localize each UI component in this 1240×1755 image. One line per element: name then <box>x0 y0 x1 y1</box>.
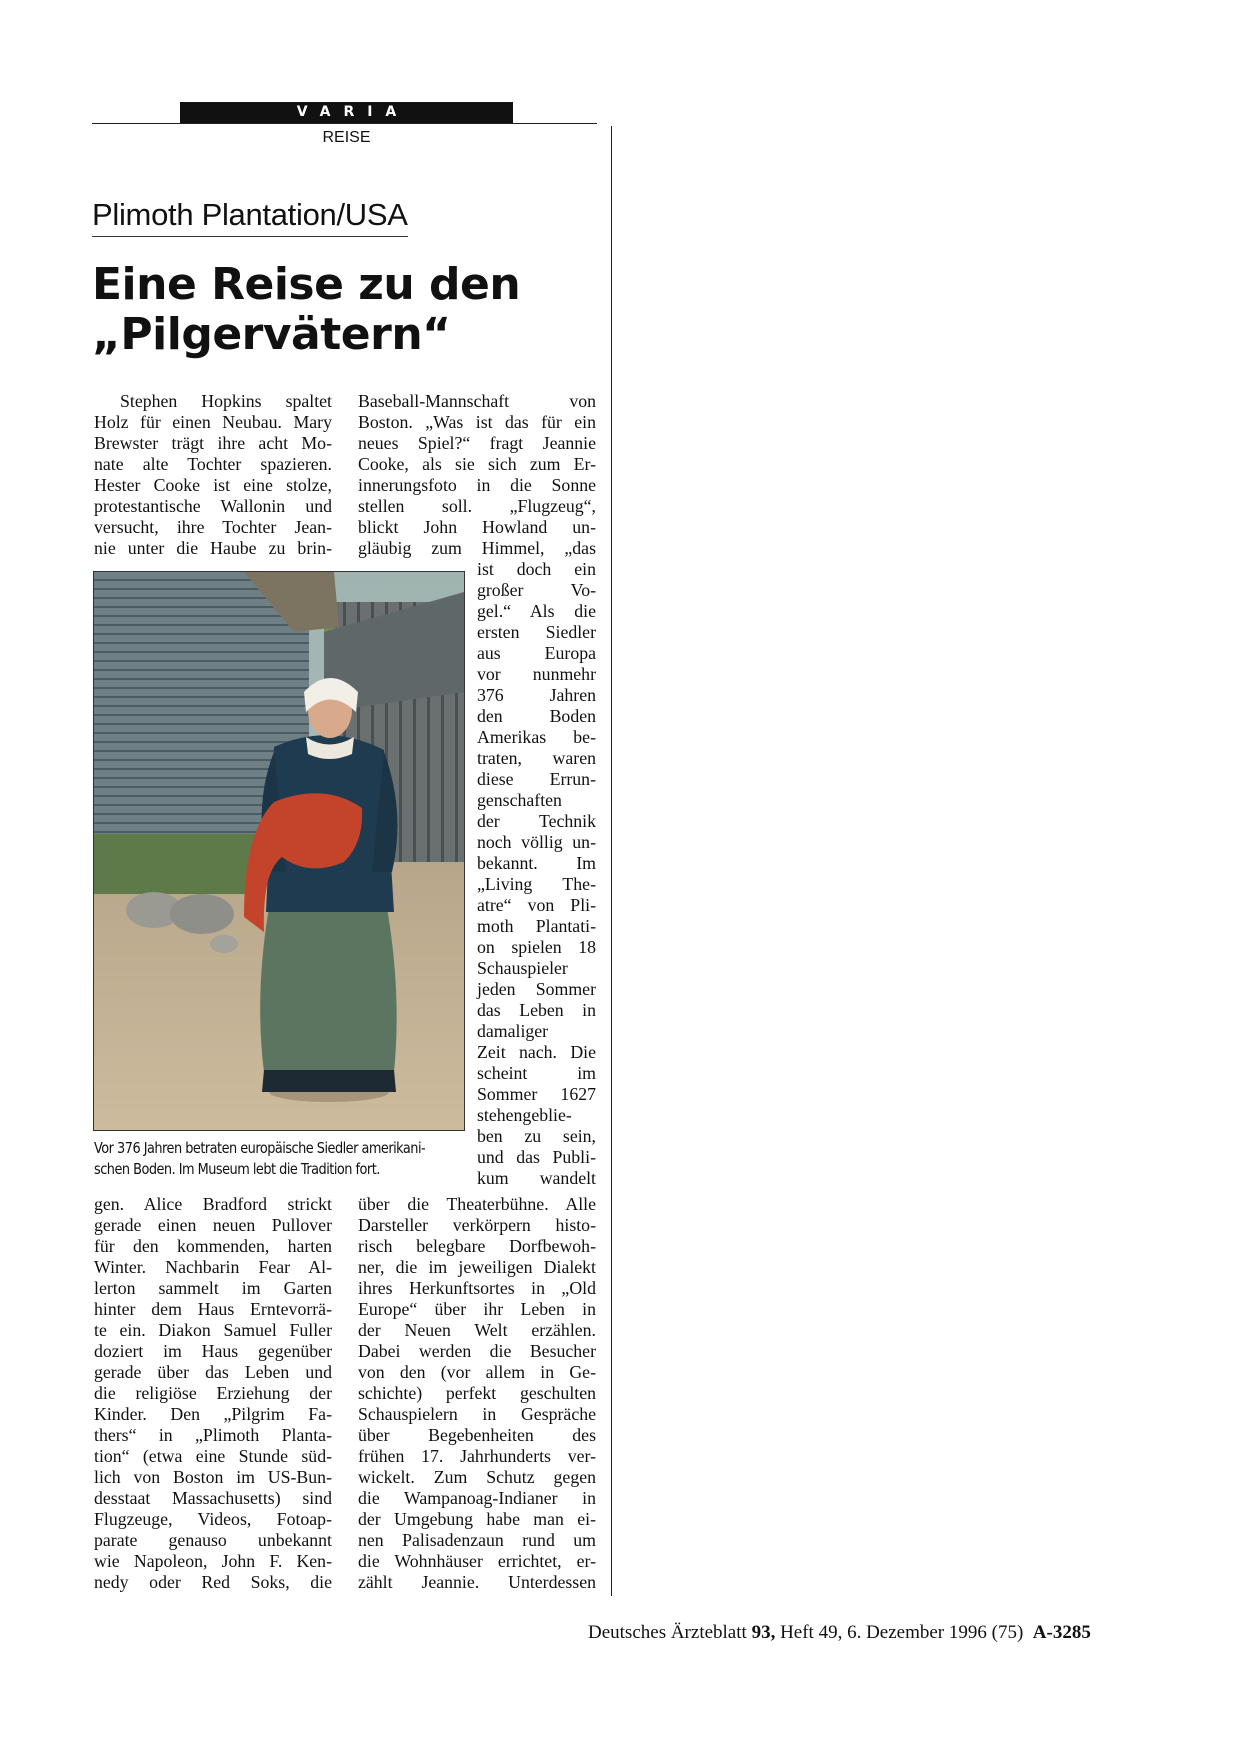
article-headline <box>92 260 612 360</box>
footer-journal: Deutsches Ärzteblatt <box>588 1622 747 1643</box>
body-column-2-top <box>358 391 596 559</box>
text-line: bekannt. Im <box>477 853 596 873</box>
text-line: die Wampanoag-Indianer in <box>358 1488 596 1508</box>
text-line: gerade einen neuen Pullover <box>94 1215 332 1235</box>
text-line: Baseball-Mannschaft von <box>358 391 596 411</box>
page-footer <box>588 1622 1091 1644</box>
text-line: versucht, ihre Tochter Jean- <box>94 517 332 537</box>
text-line: Schauspieler <box>477 958 568 978</box>
text-line: thers“ in „Plimoth Planta- <box>94 1425 332 1445</box>
text-line: Winter. Nachbarin Fear Al- <box>94 1257 332 1277</box>
text-line: stellen soll. „Flugzeug“, <box>358 496 596 516</box>
footer-issue: Heft 49, 6. Dezember 1996 (75) <box>780 1622 1024 1643</box>
text-line: stehengeblie- <box>477 1105 572 1125</box>
text-line: blickt John Howland un- <box>358 517 596 537</box>
article-photo <box>93 571 465 1131</box>
text-line: ersten Siedler <box>477 622 596 642</box>
body-column-2-bottom <box>358 1194 596 1593</box>
text-line: lerton sammelt im Garten <box>94 1278 332 1298</box>
text-line: Flugzeuge, Videos, Fotoap- <box>94 1509 332 1529</box>
text-line: großer Vo- <box>477 580 596 600</box>
text-line: Hester Cooke ist eine stolze, <box>94 475 332 495</box>
text-line: ihres Herkunftsortes in „Old <box>358 1278 596 1298</box>
text-line: Darsteller verkörpern histo- <box>358 1215 596 1235</box>
text-line: Holz für einen Neubau. Mary <box>94 412 332 432</box>
text-line: Sommer 1627 <box>477 1084 596 1104</box>
header-rule <box>92 123 597 124</box>
subsection-label: REISE <box>322 129 371 146</box>
text-line: Europe“ über ihr Leben in <box>358 1299 596 1319</box>
text-line: innerungsfoto in die Sonne <box>358 475 596 495</box>
text-line: protestantische Wallonin und <box>94 496 332 516</box>
text-line: ist doch ein <box>477 559 596 579</box>
photo-pilgrim-woman <box>94 572 464 1130</box>
text-line: neues Spiel?“ fragt Jeannie <box>358 433 596 453</box>
text-line: parate genauso unbekannt <box>94 1530 332 1550</box>
article-kicker: Plimoth Plantation/USA <box>92 196 408 237</box>
text-line: der Neuen Welt erzählen. <box>358 1320 596 1340</box>
body-column-1-top <box>94 391 332 559</box>
headline-line-2: „Pilgervätern“ <box>92 309 451 360</box>
text-line: aus Europa <box>477 643 596 663</box>
text-line: diese Errun- <box>477 769 596 789</box>
footer-page-number: A-3285 <box>1032 1622 1091 1643</box>
text-line: die Wohnhäuser errichtet, er- <box>358 1551 596 1571</box>
text-line: traten, waren <box>477 748 596 768</box>
text-line: schichte) perfekt geschulten <box>358 1383 596 1403</box>
text-line: atre“ von Pli- <box>477 895 596 915</box>
text-line: kum wandelt <box>477 1168 596 1188</box>
text-line: nate alte Tochter spazieren. <box>94 454 332 474</box>
body-column-2-narrow <box>477 559 596 1189</box>
text-line: genschaften <box>477 790 562 810</box>
text-line: 376 Jahren <box>477 685 596 705</box>
text-line: von den (vor allem in Ge- <box>358 1362 596 1382</box>
text-line: das Leben in <box>477 1000 596 1020</box>
text-line: für den kommenden, harten <box>94 1236 332 1256</box>
photo-caption <box>94 1138 464 1180</box>
text-line: gerade über das Leben und <box>94 1362 332 1382</box>
text-line: Dabei werden die Besucher <box>358 1341 596 1361</box>
text-line: damaliger <box>477 1021 549 1041</box>
section-label: VARIA <box>180 102 513 123</box>
text-line: Kinder. Den „Pilgrim Fa- <box>94 1404 332 1424</box>
text-line: on spielen 18 <box>477 937 596 957</box>
text-line: Amerikas be- <box>477 727 596 747</box>
text-line: der Technik <box>477 811 596 831</box>
text-line: ben zu sein, <box>477 1126 596 1146</box>
text-line: gel.“ Als die <box>477 601 596 621</box>
text-line: jeden Sommer <box>477 979 596 999</box>
text-line: Cooke, als sie sich zum Er- <box>358 454 596 474</box>
text-line: hinter dem Haus Erntevorrä- <box>94 1299 332 1319</box>
text-line: desstaat Massachusetts) sind <box>94 1488 332 1508</box>
text-line: scheint im <box>477 1063 596 1083</box>
text-line: vor nunmehr <box>477 664 596 684</box>
text-line: moth Plantati- <box>477 916 596 936</box>
text-line: Schauspielern in Gespräche <box>358 1404 596 1424</box>
text-line: noch völlig un- <box>477 832 596 852</box>
text-line: wie Napoleon, John F. Ken- <box>94 1551 332 1571</box>
text-line: gen. Alice Bradford strickt <box>94 1194 332 1214</box>
text-line: doziert im Haus gegenüber <box>94 1341 332 1361</box>
text-line: wickelt. Zum Schutz gegen <box>358 1467 596 1487</box>
text-line: Brewster trägt ihre acht Mo- <box>94 433 332 453</box>
body-column-1-bottom <box>94 1194 332 1593</box>
caption-line-1: Vor 376 Jahren betraten europäische Siedler amerikani- <box>94 1139 426 1157</box>
text-line: nen Palisadenzaun rund um <box>358 1530 596 1550</box>
text-line: den Boden <box>477 706 596 726</box>
text-line: gläubig zum Himmel, „das <box>358 538 596 558</box>
text-line: zählt Jeannie. Unterdessen <box>358 1572 596 1592</box>
text-line: lich von Boston im US-Bun- <box>94 1467 332 1487</box>
caption-line-2: schen Boden. Im Museum lebt die Tradition fort. <box>94 1160 380 1178</box>
text-line: ner, die im jeweiligen Dialekt <box>358 1257 596 1277</box>
text-line: und das Publi- <box>477 1147 596 1167</box>
text-line: te ein. Diakon Samuel Fuller <box>94 1320 332 1340</box>
text-line: die religiöse Erziehung der <box>94 1383 332 1403</box>
text-line: der Umgebung habe man ei- <box>358 1509 596 1529</box>
headline-line-1: Eine Reise zu den <box>92 259 521 310</box>
text-line: frühen 17. Jahrhunderts ver- <box>358 1446 596 1466</box>
text-line: risch belegbare Dorfbewoh- <box>358 1236 596 1256</box>
text-line: nedy oder Red Soks, die <box>94 1572 332 1592</box>
text-line: „Living The- <box>477 874 596 894</box>
text-line: Stephen Hopkins spaltet <box>120 391 332 411</box>
text-line: Boston. „Was ist das für ein <box>358 412 596 432</box>
text-line: nie unter die Haube zu brin- <box>94 538 332 558</box>
text-line: tion“ (etwa eine Stunde süd- <box>94 1446 332 1466</box>
text-line: über die Theaterbühne. Alle <box>358 1194 596 1214</box>
text-line: über Begebenheiten des <box>358 1425 596 1445</box>
footer-volume: 93, <box>751 1622 776 1643</box>
text-line: Zeit nach. Die <box>477 1042 596 1062</box>
